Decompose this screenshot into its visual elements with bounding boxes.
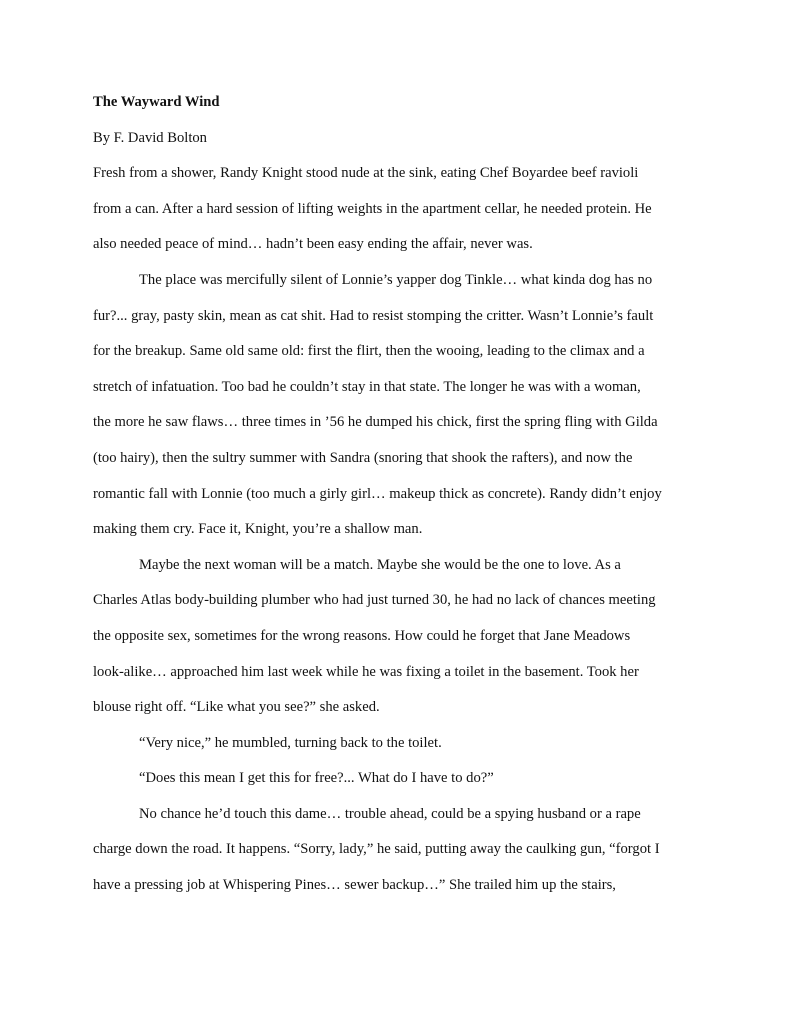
story-text: [93, 156, 703, 903]
text-line: blouse right off. “Like what you see?” she asked.: [93, 699, 380, 716]
text-line: “Very nice,” he mumbled, turning back to the toilet.: [139, 734, 442, 751]
text-line: stretch of infatuation. Too bad he couldn’t stay in that state. The longer he was with a woman,: [93, 378, 641, 395]
text-line: Maybe the next woman will be a match. Maybe she would be the one to love. As a: [139, 556, 621, 573]
text-line: “Does this mean I get this for free?... What do I have to do?”: [139, 770, 494, 787]
text-line: also needed peace of mind… hadn’t been easy ending the affair, never was.: [93, 236, 533, 253]
text-line: have a pressing job at Whispering Pines… sewer backup…” She trailed him up the stairs,: [93, 877, 616, 894]
text-line: charge down the road. It happens. “Sorry, lady,” he said, putting away the caulking gun, “forgot I: [93, 841, 660, 858]
text-line: Charles Atlas body-building plumber who had just turned 30, he had no lack of chances meeting: [93, 592, 656, 609]
text-line: for the breakup. Same old same old: first the flirt, then the wooing, leading to the climax and a: [93, 343, 645, 360]
story-title: The Wayward Wind: [93, 94, 220, 110]
text-line: The place was mercifully silent of Lonnie’s yapper dog Tinkle… what kinda dog has no: [139, 271, 653, 288]
story-byline: By F. David Bolton: [93, 129, 207, 146]
text-line: making them cry. Face it, Knight, you’re a shallow man.: [93, 521, 423, 538]
text-line: No chance he’d touch this dame… trouble ahead, could be a spying husband or a rape: [139, 805, 641, 822]
text-line: the more he saw flaws… three times in ’56 he dumped his chick, first the spring fling with Gilda: [93, 414, 658, 431]
document-body: [93, 85, 703, 904]
text-line: look-alike… approached him last week while he was fixing a toilet in the basement. Took her: [93, 663, 639, 680]
text-line: fur?... gray, pasty skin, mean as cat shit. Had to resist stomping the critter. Wasn’t Lonnie’s fault: [93, 307, 654, 324]
text-line: romantic fall with Lonnie (too much a girly girl… makeup thick as concrete). Randy didn’t enjoy: [93, 485, 662, 502]
text-line: the opposite sex, sometimes for the wrong reasons. How could he forget that Jane Meadows: [93, 627, 631, 644]
text-line: from a can. After a hard session of lifting weights in the apartment cellar, he needed protein. He: [93, 200, 652, 217]
text-line: (too hairy), then the sultry summer with Sandra (snoring that shook the rafters), and now the: [93, 449, 633, 466]
text-line: Fresh from a shower, Randy Knight stood nude at the sink, eating Chef Boyardee beef ravioli: [93, 165, 639, 182]
